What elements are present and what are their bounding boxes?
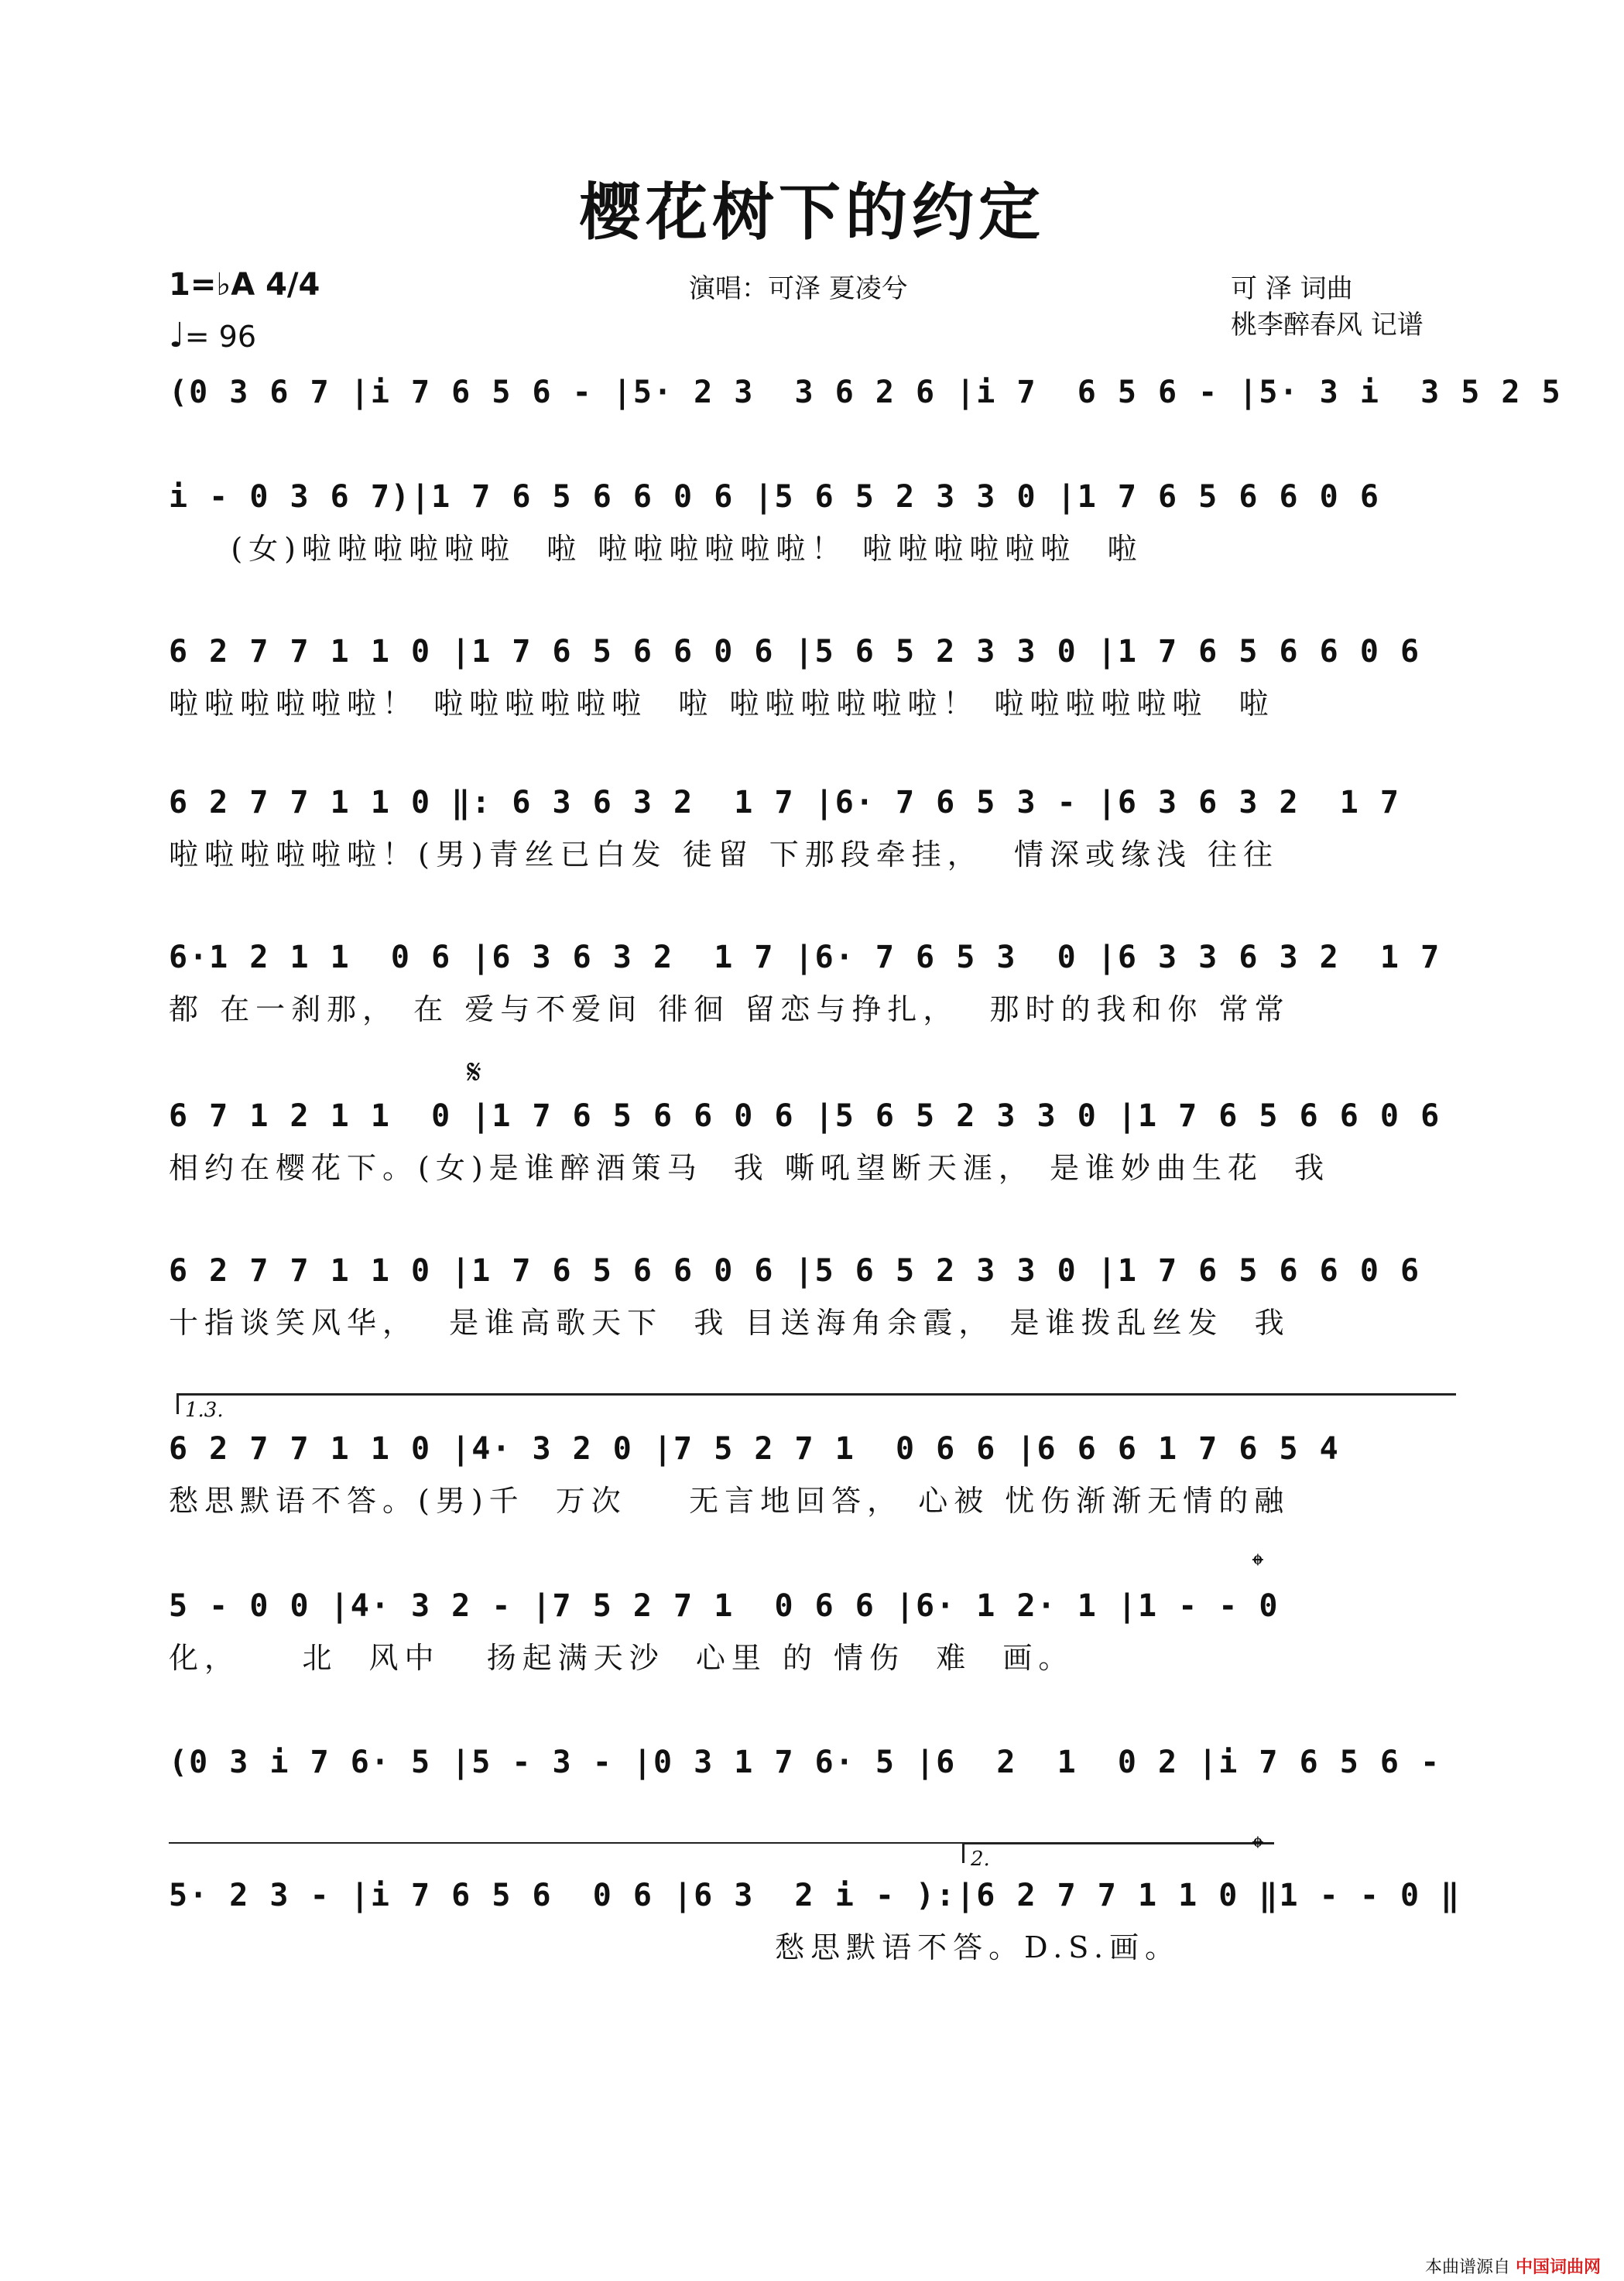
score-row-6 xyxy=(169,1095,1455,1185)
lyrics-line: 相约在樱花下。(女)是谁醉酒策马 我 嘶吼望断天涯， 是谁妙曲生花 我 xyxy=(169,1151,1331,1185)
score-row-8 xyxy=(169,1428,1455,1518)
lyrics-line: (女)啦啦啦啦啦啦 啦 啦啦啦啦啦啦！ 啦啦啦啦啦啦 啦 xyxy=(169,532,1143,566)
lyrics-line: 化， 北 风中 扬起满天沙 心里 的 情伤 难 画。 xyxy=(169,1641,1074,1675)
notation-line: 6 7 1 2 1 1 0 |1 7 6 5 6 6 0 6 |5 6 5 2 3 3 0 |1 7 6 5 6 6 0 6 xyxy=(169,1098,1441,1134)
second-ending-label: 2. xyxy=(971,1848,990,1871)
lyrics-line: 愁思默语不答。(男)千 万次 无言地回答， 心被 忧伤渐渐无情的融 xyxy=(169,1484,1290,1518)
first-ending-bracket xyxy=(176,1393,1456,1422)
notation-line: 5· 2 3 - |i 7 6 5 6 0 6 |6 3 2 i - ):|6 2 7 7 1 1 0 ‖1 - - 0 ‖ xyxy=(169,1878,1461,1913)
score-row-10 xyxy=(169,1742,1455,1811)
score-row-4 xyxy=(169,782,1455,872)
notation-line: 5 - 0 0 |4· 3 2 - |7 5 2 7 1 0 6 6 |6· 1 2· 1 |1 - - 0 xyxy=(169,1588,1280,1624)
lyricist-composer: 可 泽 词曲 xyxy=(1231,273,1353,304)
notation-line: (0 3 i 7 6· 5 |5 - 3 - |0 3 1 7 6· 5 |6 2 1 0 2 |i 7 6 5 6 - xyxy=(169,1745,1441,1780)
notation-line: 6·1 2 1 1 0 6 |6 3 6 3 2 1 7 |6· 7 6 5 3 0 |6 3 3 6 3 2 1 7 xyxy=(169,940,1441,975)
lyrics-line xyxy=(169,1796,1455,1833)
key-signature: 1=♭A 4/4 xyxy=(169,267,320,303)
second-ending-bracket xyxy=(962,1842,1274,1871)
segno-icon: 𝄋 xyxy=(467,1053,481,1092)
score-row-1 xyxy=(169,372,1562,441)
lyrics-line: 愁思默语不答。D.S.画。 xyxy=(169,1930,1181,1964)
lyrics-line: 十指谈笑风华， 是谁高歌天下 我 目送海角余霞， 是谁拨乱丝发 我 xyxy=(169,1306,1290,1340)
tempo-value: = 96 xyxy=(184,320,257,354)
lyrics-line xyxy=(169,426,1455,463)
lyrics-line: 啦啦啦啦啦啦！ 啦啦啦啦啦啦 啦 啦啦啦啦啦啦！ 啦啦啦啦啦啦 啦 xyxy=(169,687,1275,721)
site-link[interactable]: 中国词曲网 xyxy=(1515,2258,1601,2277)
coda-icon: 𝄌 xyxy=(1252,1831,1263,1866)
notation-line: 6 2 7 7 1 1 0 ‖: 6 3 6 3 2 1 7 |6· 7 6 5 3 - |6 3 6 3 2 1 7 xyxy=(169,785,1401,820)
score-row-9 xyxy=(169,1585,1455,1675)
score-row-5 xyxy=(169,937,1455,1026)
lyrics-line: 都 在一刹那， 在 爱与不爱间 徘徊 留恋与挣扎， 那时的我和你 常常 xyxy=(169,992,1290,1026)
score-row-2 xyxy=(169,476,1455,566)
quarter-note-icon: ♩ xyxy=(169,316,185,355)
transcriber: 桃李醉春风 记谱 xyxy=(1231,310,1424,341)
notation-line: (0 3 6 7 |i 7 6 5 6 - |5· 2 3 3 6 2 6 |i 7 6 5 6 - |5· 3 i 3 5 2 5 xyxy=(169,375,1562,410)
coda-icon: 𝄌 xyxy=(1252,1548,1263,1584)
notation-line: i - 0 3 6 7)|1 7 6 5 6 6 0 6 |5 6 5 2 3 3 0 |1 7 6 5 6 6 0 6 xyxy=(169,479,1380,515)
first-ending-label: 1.3. xyxy=(185,1399,224,1422)
score-row-3 xyxy=(169,631,1455,721)
notation-line: 6 2 7 7 1 1 0 |1 7 6 5 6 6 0 6 |5 6 5 2 3 3 0 |1 7 6 5 6 6 0 6 xyxy=(169,1253,1421,1289)
repeat-line xyxy=(169,1842,962,1844)
notation-line: 6 2 7 7 1 1 0 |1 7 6 5 6 6 0 6 |5 6 5 2 3 3 0 |1 7 6 5 6 6 0 6 xyxy=(169,634,1421,670)
lyrics-line: 啦啦啦啦啦啦！(男)青丝已白发 徒留 下那段牵挂， 情深或缘浅 往往 xyxy=(169,837,1280,872)
song-title: 樱花树下的约定 xyxy=(579,176,1045,248)
performers: 演唱：可泽 夏凌兮 xyxy=(689,273,908,304)
tempo-marking xyxy=(169,316,256,355)
notation-line: 6 2 7 7 1 1 0 |4· 3 2 0 |7 5 2 7 1 0 6 6 |6 6 6 1 7 6 5 4 xyxy=(169,1431,1340,1467)
source-footer xyxy=(1425,2254,1601,2278)
score-row-7 xyxy=(169,1250,1455,1340)
score-row-11 xyxy=(169,1875,1461,1964)
source-label: 本曲谱源自 xyxy=(1424,2258,1510,2277)
